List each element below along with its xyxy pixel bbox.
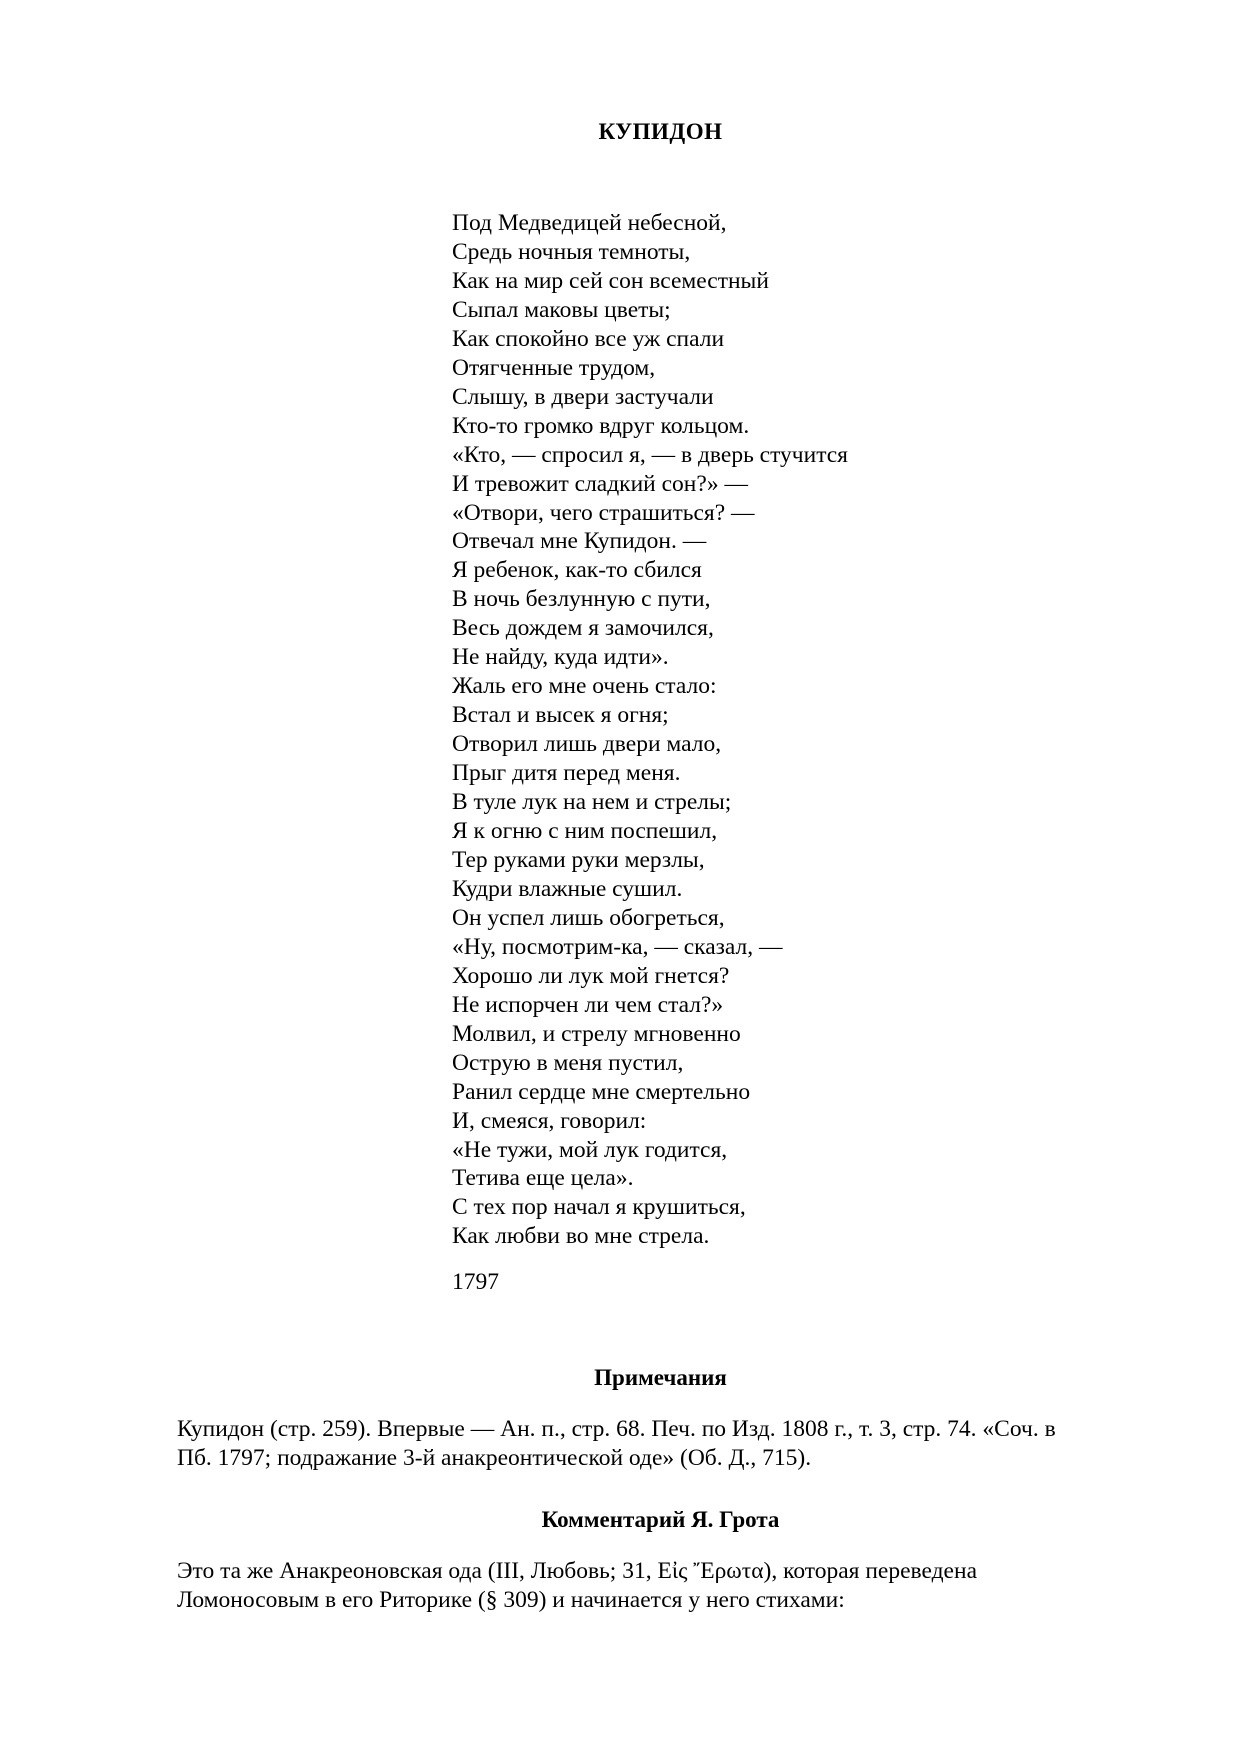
poem-line: Как на мир сей сон всеместный xyxy=(452,267,769,294)
poem-line: Хорошо ли лук мой гнется? xyxy=(452,962,730,989)
commentary-line: Это та же Анакреоновская ода (III, Любовь; 31, Εἰς Ἔρωτα), которая переведена xyxy=(177,1558,977,1584)
poem-line: Отвечал мне Купидон. — xyxy=(452,528,707,555)
poem-line: Прыг дитя перед меня. xyxy=(452,760,681,787)
poem-line: С тех пор начал я крушиться, xyxy=(452,1194,746,1221)
poem-line: Я ребенок, как-то сбился xyxy=(452,557,702,584)
poem-line: Под Медведицей небесной, xyxy=(452,210,727,236)
poem-line: «Отвори, чего страшиться? — xyxy=(452,499,755,526)
poem-title: КУПИДОН xyxy=(598,119,723,144)
poem-line: Не испорчен ли чем стал?» xyxy=(452,991,724,1018)
poem-line: Не найду, куда идти». xyxy=(452,644,669,671)
poem-line: Средь ночныя темноты, xyxy=(452,238,691,265)
poem-line: Отворил лишь двери мало, xyxy=(452,731,722,758)
poem-year: 1797 xyxy=(452,1269,499,1295)
poem-line: Тер руками руки мерзлы, xyxy=(452,846,705,873)
poem-body xyxy=(452,209,1052,1251)
poem-line: Ранил сердце мне смертельно xyxy=(452,1078,751,1105)
poem-line: Тетива еще цела». xyxy=(452,1165,634,1192)
poem-line: «Кто, — спросил я, — в дверь стучится xyxy=(452,441,848,468)
commentary-line: Ломоносовым в его Риторике (§ 309) и начинается у него стихами: xyxy=(177,1587,845,1613)
poem-line: «Не тужи, мой лук годится, xyxy=(452,1136,728,1163)
poem-line: Встал и высек я огня; xyxy=(452,702,669,729)
notes-paragraph xyxy=(177,1415,1132,1473)
poem-line: Кто-то громко вдруг кольцом. xyxy=(452,412,750,439)
notes-line: Пб. 1797; подражание 3-й анакреонтической оде» (Об. Д., 715). xyxy=(177,1445,812,1471)
poem-line: Сыпал маковы цветы; xyxy=(452,296,671,323)
poem-line: Слышу, в двери застучали xyxy=(452,383,714,410)
poem-line: Кудри влажные сушил. xyxy=(452,875,683,902)
poem-line: И, смеяся, говорил: xyxy=(452,1107,647,1134)
poem-line: Весь дождем я замочился, xyxy=(452,615,714,642)
poem-line: Он успел лишь обогреться, xyxy=(452,904,725,931)
poem-line: Как спокойно все уж спали xyxy=(452,325,725,352)
poem-line: Отягченные трудом, xyxy=(452,354,656,381)
poem-line: И тревожит сладкий сон?» — xyxy=(452,470,748,497)
commentary-heading: Комментарий Я. Грота xyxy=(541,1507,780,1532)
poem-line: В ночь безлунную с пути, xyxy=(452,586,711,613)
poem-line: В туле лук на нем и стрелы; xyxy=(452,789,732,816)
poem-line: «Ну, посмотрим-ка, — сказал, — xyxy=(452,933,783,960)
poem-line: Как любви во мне стрела. xyxy=(452,1223,710,1250)
poem-line: Молвил, и стрелу мгновенно xyxy=(452,1020,741,1047)
poem-line: Острую в меня пустил, xyxy=(452,1049,684,1076)
poem-line: Жаль его мне очень стало: xyxy=(452,673,717,700)
commentary-paragraph xyxy=(177,1557,1132,1615)
poem-line: Я к огню с ним поспешил, xyxy=(452,818,718,845)
notes-line: Купидон (стр. 259). Впервые — Ан. п., стр. 68. Печ. по Изд. 1808 г., т. 3, стр. 74. «Соч. в xyxy=(177,1416,1056,1442)
notes-heading: Примечания xyxy=(594,1365,727,1390)
